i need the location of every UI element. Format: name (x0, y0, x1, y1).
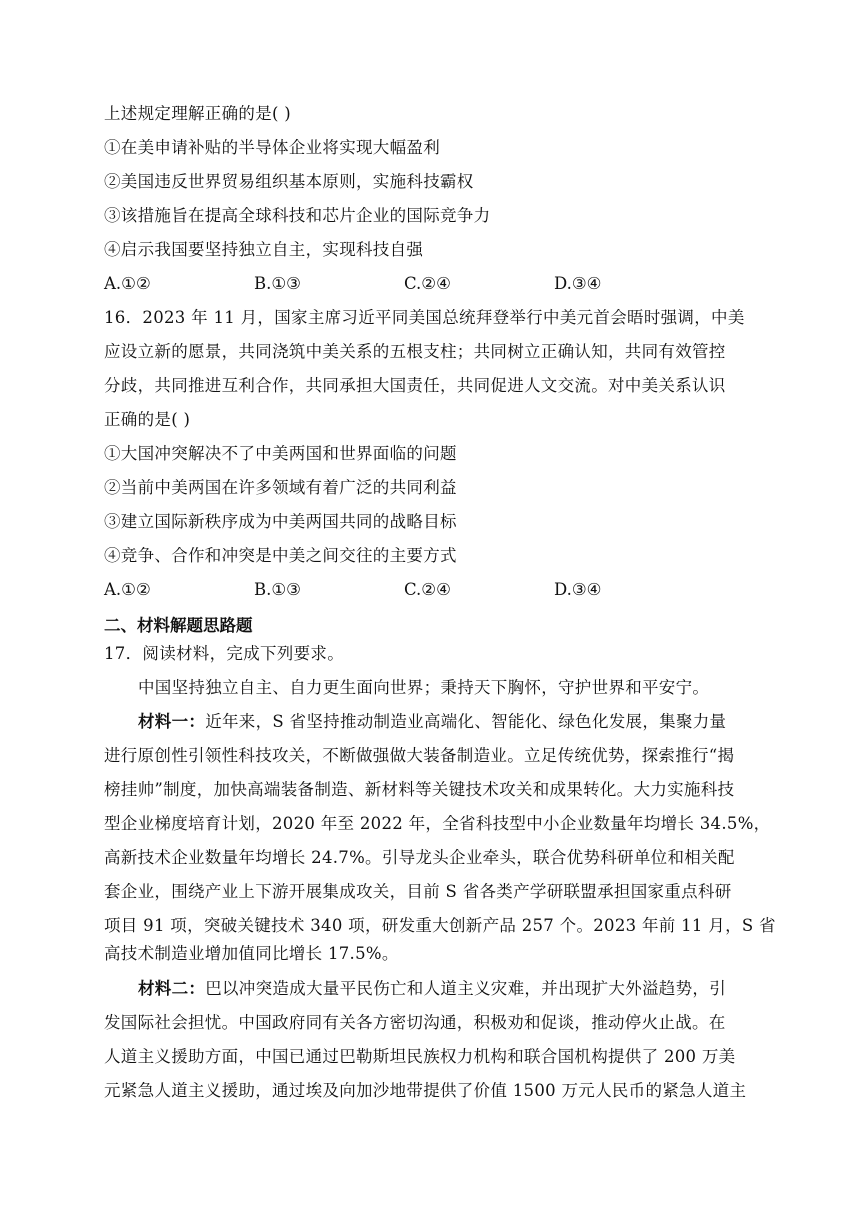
q15-stem: 上述规定理解正确的是( ) (104, 104, 292, 123)
section-heading: 二、材料解题思路题 (104, 616, 253, 635)
q15-option-d: D.③④ (554, 274, 602, 293)
q16-stem-line-1: 16．2023 年 11 月，国家主席习近平同美国总统拜登举行中美元首会晤时强调，中美 (104, 308, 745, 327)
q15-option-a: A.①② (104, 274, 151, 293)
q16-statement-4: ④竞争、合作和冲突是中美之间交往的主要方式 (104, 546, 457, 565)
material-1-first-line (138, 711, 726, 733)
material-2-line: 元紧急人道主义援助，通过埃及向加沙地带提供了价值 1500 万元人民币的紧急人道主 (104, 1081, 747, 1100)
material-1-line: 高技术制造业增加值同比增长 17.5%。 (104, 944, 399, 963)
q16-statement-1: ①大国冲突解决不了中美两国和世界面临的问题 (104, 444, 457, 463)
material-2-line: 发国际社会担忧。中国政府同有关各方密切沟通，积极劝和促谈，推动停火止战。在 (104, 1013, 726, 1032)
q17-intro: 中国坚持独立自主、自力更生面向世界；秉持天下胸怀，守护世界和平安宁。 (138, 678, 710, 697)
q16-option-c: C.②④ (404, 580, 451, 599)
material-1-line: 套企业，围绕产业上下游开展集成攻关，目前 S 省各类产学研联盟承担国家重点科研 (104, 882, 732, 901)
material-1-line: 型企业梯度培育计划，2020 年至 2022 年，全省科技型中小企业数量年均增长 34.5%， (104, 814, 771, 833)
q15-statement-1: ①在美申请补贴的半导体企业将实现大幅盈利 (104, 138, 440, 157)
material-1-line: 榜挂帅”制度，加快高端装备制造、新材料等关键技术攻关和成果转化。大力实施科技 (104, 780, 735, 799)
q15-statement-2: ②美国违反世界贸易组织基本原则，实施科技霸权 (104, 172, 474, 191)
q15-option-c: C.②④ (404, 274, 451, 293)
material-1-line: 高新技术企业数量年均增长 24.7%。引导龙头企业牵头，联合优势科研单位和相关配 (104, 848, 735, 867)
q16-statement-2: ②当前中美两国在许多领域有着广泛的共同利益 (104, 478, 457, 497)
q16-option-d: D.③④ (554, 580, 602, 599)
material-1-line: 进行原创性引领性科技攻关，不断做强做大装备制造业。立足传统优势，探索推行“揭 (104, 746, 735, 765)
q16-option-a: A.①② (104, 580, 151, 599)
material-1-label: 材料一： (138, 712, 206, 731)
q15-option-b: B.①③ (254, 274, 301, 293)
q16-stem-line-3: 分歧，共同推进互利合作，共同承担大国责任，共同促进人文交流。对中美关系认识 (104, 376, 726, 395)
q16-stem-line-2: 应设立新的愿景，共同浇筑中美关系的五根支柱；共同树立正确认知，共同有效管控 (104, 342, 726, 361)
material-1-text: 近年来，S 省坚持推动制造业高端化、智能化、绿色化发展，集聚力量 (205, 712, 727, 731)
material-1-line: 项目 91 项，突破关键技术 340 项，研发重大创新产品 257 个。2023 年前 11 月，S 省 (104, 916, 776, 935)
material-2-text: 巴以冲突造成大量平民伤亡和人道主义灾难，并出现扩大外溢趋势，引 (205, 979, 727, 998)
material-2-first-line (138, 978, 726, 1000)
q15-statement-4: ④启示我国要坚持独立自主，实现科技自强 (104, 240, 424, 259)
q17-stem: 17．阅读材料，完成下列要求。 (104, 644, 344, 663)
q16-option-b: B.①③ (254, 580, 301, 599)
q16-stem-line-4: 正确的是( ) (104, 410, 191, 429)
q16-statement-3: ③建立国际新秩序成为中美两国共同的战略目标 (104, 512, 457, 531)
material-2-line: 人道主义援助方面，中国已通过巴勒斯坦民族权力机构和联合国机构提供了 200 万美 (104, 1047, 736, 1066)
material-2-label: 材料二： (138, 979, 206, 998)
q15-statement-3: ③该措施旨在提高全球科技和芯片企业的国际竞争力 (104, 206, 491, 225)
